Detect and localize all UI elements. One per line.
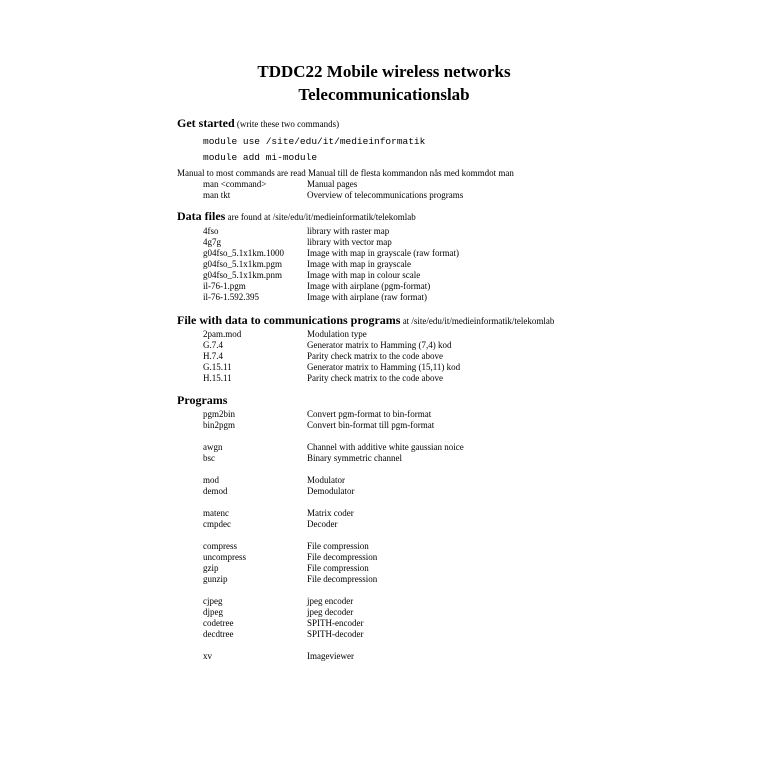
table-row xyxy=(203,453,683,464)
row-desc: Manual pages xyxy=(307,179,358,189)
comm-files-table xyxy=(203,329,683,384)
table-row xyxy=(203,248,683,259)
table-row xyxy=(203,475,683,486)
table-row xyxy=(203,281,683,292)
table-row xyxy=(203,362,683,373)
row-desc: Parity check matrix to the code above xyxy=(307,373,443,383)
row-desc: library with raster map xyxy=(307,226,390,236)
table-row xyxy=(203,618,683,629)
row-desc: jpeg encoder xyxy=(307,596,354,606)
command-line: module use /site/edu/it/medieinformatik xyxy=(203,136,426,147)
row-name: 2pam.mod xyxy=(203,329,242,339)
row-name: pgm2bin xyxy=(203,409,236,419)
row-desc: File compression xyxy=(307,563,369,573)
row-name: matenc xyxy=(203,508,229,518)
section-heading: Data files xyxy=(177,209,226,223)
row-name: G.7.4 xyxy=(203,340,223,350)
row-name: djpeg xyxy=(203,607,223,617)
row-name: bin2pgm xyxy=(203,420,236,430)
row-desc: Image with airplane (pgm-format) xyxy=(307,281,431,291)
row-name: decdtree xyxy=(203,629,234,639)
section-note: are found at /site/edu/it/medieinformatik/telekomlab xyxy=(227,212,416,222)
row-name: uncompress xyxy=(203,552,246,562)
row-desc: Matrix coder xyxy=(307,508,354,518)
row-desc: Modulation type xyxy=(307,329,367,339)
program-group xyxy=(203,508,683,530)
table-row xyxy=(203,596,683,607)
row-name: G.15.11 xyxy=(203,362,232,372)
section-heading: File with data to communications programs xyxy=(177,313,401,327)
row-desc: Parity check matrix to the code above xyxy=(307,351,443,361)
row-desc: Image with map in grayscale (raw format) xyxy=(307,248,459,258)
row-desc: library with vector map xyxy=(307,237,392,247)
row-desc: SPITH-decoder xyxy=(307,629,364,639)
row-desc: Image with map in grayscale xyxy=(307,259,411,269)
row-desc: Convert pgm-format to bin-format xyxy=(307,409,432,419)
row-desc: Channel with additive white gaussian noice xyxy=(307,442,464,452)
table-row xyxy=(203,351,683,362)
table-row xyxy=(203,373,683,384)
program-group xyxy=(203,409,683,431)
table-row xyxy=(203,552,683,563)
row-name: awgn xyxy=(203,442,223,452)
section-get-started xyxy=(177,118,339,130)
row-name: xv xyxy=(203,651,212,661)
section-heading: Get started xyxy=(177,116,235,130)
table-row xyxy=(203,340,683,351)
row-desc: Generator matrix to Hamming (7,4) kod xyxy=(307,340,452,350)
row-name: g04fso_5.1x1km.1000 xyxy=(203,248,284,258)
table-row xyxy=(203,237,683,248)
row-desc: File decompression xyxy=(307,574,378,584)
row-name: H.7.4 xyxy=(203,351,223,361)
manual-text: Manual to most commands are read Manual till de flesta kommandon nås med kommdot man xyxy=(177,168,514,178)
program-group xyxy=(203,596,683,640)
row-name: H.15.11 xyxy=(203,373,232,383)
data-files-table xyxy=(203,226,683,303)
row-name: il-76-1.592.395 xyxy=(203,292,259,302)
row-desc: Image with map in colour scale xyxy=(307,270,421,280)
row-name: demod xyxy=(203,486,228,496)
table-row xyxy=(203,292,683,303)
table-row xyxy=(203,420,683,431)
table-row xyxy=(203,651,683,662)
table-row xyxy=(203,442,683,453)
row-name: codetree xyxy=(203,618,234,628)
row-name: 4g7g xyxy=(203,237,221,247)
row-desc: Demodulator xyxy=(307,486,355,496)
table-row xyxy=(203,541,683,552)
row-desc: File compression xyxy=(307,541,369,551)
section-comm-files xyxy=(177,315,554,327)
command-line: module add mi-module xyxy=(203,152,318,163)
row-name: man <command> xyxy=(203,179,267,189)
row-desc: File decompression xyxy=(307,552,378,562)
table-row xyxy=(203,259,683,270)
section-programs xyxy=(177,395,227,407)
row-name: 4fso xyxy=(203,226,219,236)
section-heading: Programs xyxy=(177,393,228,407)
document-title-line2: Telecommunicationslab xyxy=(298,85,470,104)
section-note: (write these two commands) xyxy=(236,119,340,129)
row-name: g04fso_5.1x1km.pgm xyxy=(203,259,283,269)
table-row xyxy=(203,508,683,519)
program-group xyxy=(203,442,683,464)
table-row xyxy=(203,629,683,640)
row-name: mod xyxy=(203,475,220,485)
row-desc: Decoder xyxy=(307,519,338,529)
program-group xyxy=(203,541,683,585)
table-row xyxy=(203,486,683,497)
row-desc: Modulator xyxy=(307,475,345,485)
row-name: gunzip xyxy=(203,574,228,584)
row-desc: SPITH-encoder xyxy=(307,618,364,628)
row-desc: Generator matrix to Hamming (15,11) kod xyxy=(307,362,461,372)
row-desc: Convert bin-format till pgm-format xyxy=(307,420,435,430)
table-row xyxy=(203,270,683,281)
row-name: il-76-1.pgm xyxy=(203,281,246,291)
table-row xyxy=(203,179,683,190)
row-desc: jpeg decoder xyxy=(307,607,354,617)
row-desc: Imageviewer xyxy=(307,651,354,661)
row-name: gzip xyxy=(203,563,219,573)
row-desc: Image with airplane (raw format) xyxy=(307,292,427,302)
row-desc: Overview of telecommunications programs xyxy=(307,190,464,200)
table-row xyxy=(203,519,683,530)
manual-table xyxy=(203,179,683,201)
table-row xyxy=(203,226,683,237)
document-title-line1: TDDC22 Mobile wireless networks xyxy=(257,62,511,81)
section-note: at /site/edu/it/medieinformatik/telekomlab xyxy=(402,316,555,326)
table-row xyxy=(203,563,683,574)
row-name: cmpdec xyxy=(203,519,231,529)
row-name: cjpeg xyxy=(203,596,223,606)
program-group xyxy=(203,651,683,662)
table-row xyxy=(203,607,683,618)
row-name: bsc xyxy=(203,453,215,463)
row-desc: Binary symmetric channel xyxy=(307,453,402,463)
row-name: man tkt xyxy=(203,190,231,200)
table-row xyxy=(203,329,683,340)
section-data-files xyxy=(177,211,416,223)
row-name: compress xyxy=(203,541,237,551)
table-row xyxy=(203,574,683,585)
row-name: g04fso_5.1x1km.pnm xyxy=(203,270,283,280)
table-row xyxy=(203,409,683,420)
program-group xyxy=(203,475,683,497)
table-row xyxy=(203,190,683,201)
